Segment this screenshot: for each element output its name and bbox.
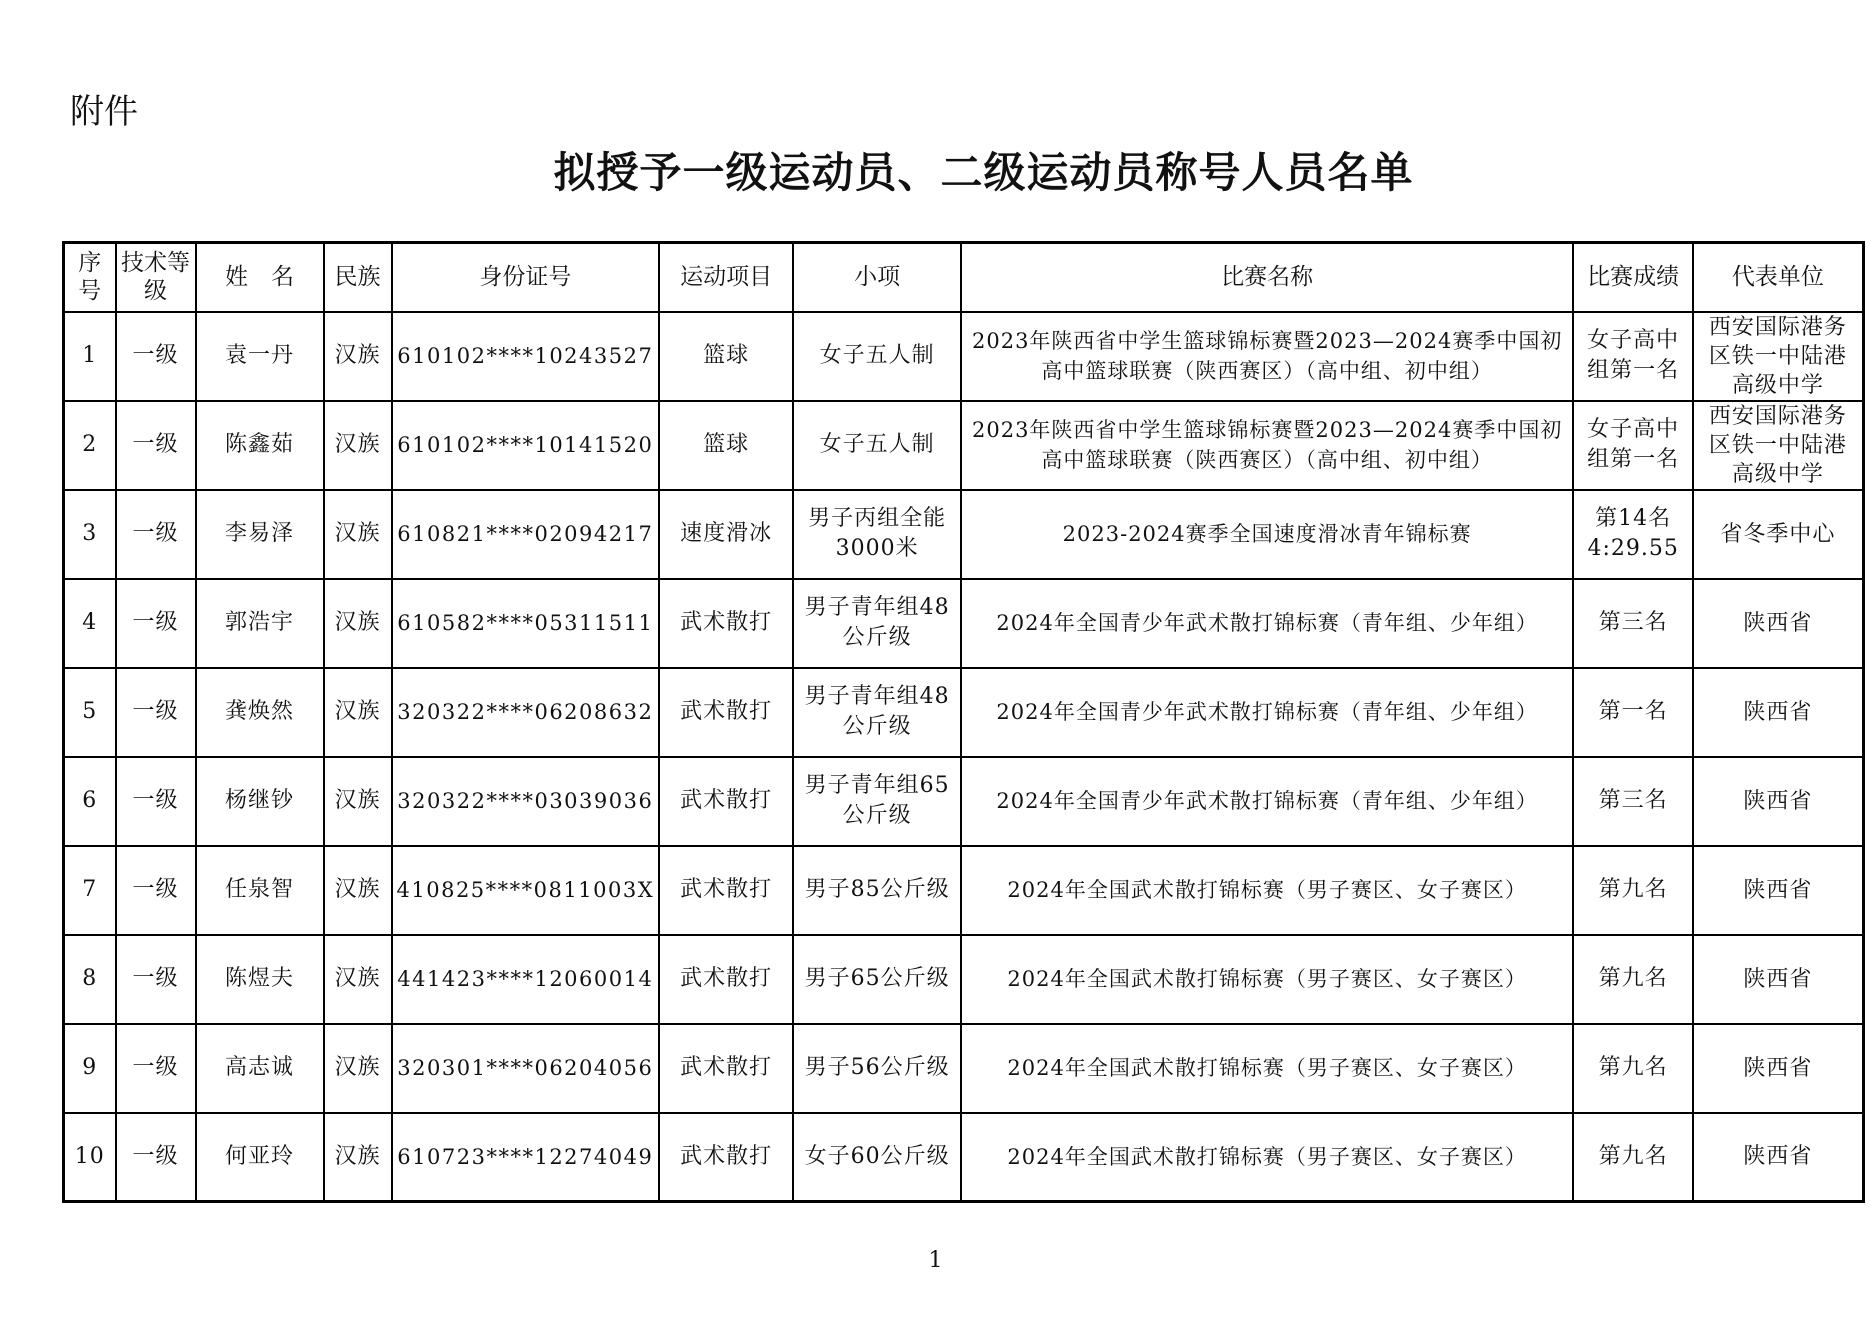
result-cell: 女子高中组第一名 <box>1573 312 1693 401</box>
id-number-cell: 610723****12274049 <box>392 1113 660 1202</box>
name-cell: 陈煜夫 <box>196 935 324 1024</box>
ethnicity-cell: 汉族 <box>324 757 392 846</box>
competition-cell: 2023-2024赛季全国速度滑冰青年锦标赛 <box>961 490 1573 579</box>
ethnicity-cell: 汉族 <box>324 401 392 490</box>
event-cell: 男子青年组65公斤级 <box>793 757 961 846</box>
unit-cell: 陕西省 <box>1693 668 1863 757</box>
ethnicity-cell: 汉族 <box>324 668 392 757</box>
name-cell: 陈鑫茹 <box>196 401 324 490</box>
level-cell: 一级 <box>116 1113 196 1202</box>
sport-cell: 武术散打 <box>659 757 793 846</box>
unit-cell: 陕西省 <box>1693 579 1863 668</box>
name-cell: 任泉智 <box>196 846 324 935</box>
id-number-cell: 610102****10243527 <box>392 312 660 401</box>
id-number-cell: 610102****10141520 <box>392 401 660 490</box>
event-cell: 女子60公斤级 <box>793 1113 961 1202</box>
result-cell: 第三名 <box>1573 579 1693 668</box>
row-number-cell: 7 <box>64 846 116 935</box>
header-cell: 序号 <box>64 243 116 312</box>
table-row <box>64 846 1864 935</box>
table-row <box>64 579 1864 668</box>
level-cell: 一级 <box>116 401 196 490</box>
unit-cell: 陕西省 <box>1693 757 1863 846</box>
competition-cell: 2023年陕西省中学生篮球锦标赛暨2023—2024赛季中国初高中篮球联赛（陕西赛区）（高中组、初中组） <box>961 312 1573 401</box>
competition-cell: 2024年全国武术散打锦标赛（男子赛区、女子赛区） <box>961 1024 1573 1113</box>
name-cell: 高志诚 <box>196 1024 324 1113</box>
ethnicity-cell: 汉族 <box>324 312 392 401</box>
id-number-cell: 410825****0811003X <box>392 846 660 935</box>
result-cell: 第九名 <box>1573 935 1693 1024</box>
event-cell: 男子56公斤级 <box>793 1024 961 1113</box>
table-row <box>64 490 1864 579</box>
row-number-cell: 10 <box>64 1113 116 1202</box>
result-cell: 第一名 <box>1573 668 1693 757</box>
row-number-cell: 9 <box>64 1024 116 1113</box>
header-cell: 身份证号 <box>392 243 660 312</box>
unit-cell: 陕西省 <box>1693 846 1863 935</box>
id-number-cell: 610582****05311511 <box>392 579 660 668</box>
table-row <box>64 1113 1864 1202</box>
row-number-cell: 4 <box>64 579 116 668</box>
row-number-cell: 1 <box>64 312 116 401</box>
competition-cell: 2024年全国武术散打锦标赛（男子赛区、女子赛区） <box>961 1113 1573 1202</box>
row-number-cell: 3 <box>64 490 116 579</box>
header-cell: 比赛成绩 <box>1573 243 1693 312</box>
sport-cell: 武术散打 <box>659 935 793 1024</box>
competition-cell: 2024年全国青少年武术散打锦标赛（青年组、少年组） <box>961 668 1573 757</box>
header-cell: 技术等级 <box>116 243 196 312</box>
header-cell: 比赛名称 <box>961 243 1573 312</box>
table-row <box>64 312 1864 401</box>
level-cell: 一级 <box>116 757 196 846</box>
result-cell: 第三名 <box>1573 757 1693 846</box>
ethnicity-cell: 汉族 <box>324 1113 392 1202</box>
table-header-row <box>64 243 1864 312</box>
result-cell: 第九名 <box>1573 1113 1693 1202</box>
level-cell: 一级 <box>116 668 196 757</box>
result-cell: 第九名 <box>1573 846 1693 935</box>
level-cell: 一级 <box>116 312 196 401</box>
level-cell: 一级 <box>116 490 196 579</box>
unit-cell: 省冬季中心 <box>1693 490 1863 579</box>
id-number-cell: 320322****03039036 <box>392 757 660 846</box>
table-row <box>64 757 1864 846</box>
sport-cell: 篮球 <box>659 312 793 401</box>
row-number-cell: 8 <box>64 935 116 1024</box>
unit-cell: 陕西省 <box>1693 1024 1863 1113</box>
ethnicity-cell: 汉族 <box>324 490 392 579</box>
table-row <box>64 1024 1864 1113</box>
header-cell: 民族 <box>324 243 392 312</box>
event-cell: 男子青年组48公斤级 <box>793 579 961 668</box>
name-cell: 杨继钞 <box>196 757 324 846</box>
id-number-cell: 441423****12060014 <box>392 935 660 1024</box>
document-title: 拟授予一级运动员、二级运动员称号人员名单 <box>553 148 1414 197</box>
athlete-roster-table <box>62 241 1865 1203</box>
name-cell: 李易泽 <box>196 490 324 579</box>
event-cell: 男子85公斤级 <box>793 846 961 935</box>
table-row <box>64 668 1864 757</box>
name-cell: 何亚玲 <box>196 1113 324 1202</box>
event-cell: 男子丙组全能3000米 <box>793 490 961 579</box>
ethnicity-cell: 汉族 <box>324 846 392 935</box>
event-cell: 男子青年组48公斤级 <box>793 668 961 757</box>
id-number-cell: 610821****02094217 <box>392 490 660 579</box>
page-number: 1 <box>928 1248 943 1273</box>
id-number-cell: 320322****06208632 <box>392 668 660 757</box>
level-cell: 一级 <box>116 846 196 935</box>
ethnicity-cell: 汉族 <box>324 935 392 1024</box>
level-cell: 一级 <box>116 1024 196 1113</box>
result-cell: 第14名 4:29.55 <box>1573 490 1693 579</box>
competition-cell: 2024年全国武术散打锦标赛（男子赛区、女子赛区） <box>961 935 1573 1024</box>
sport-cell: 篮球 <box>659 401 793 490</box>
sport-cell: 武术散打 <box>659 846 793 935</box>
row-number-cell: 2 <box>64 401 116 490</box>
event-cell: 女子五人制 <box>793 312 961 401</box>
sport-cell: 武术散打 <box>659 579 793 668</box>
unit-cell: 西安国际港务区铁一中陆港高级中学 <box>1693 312 1863 401</box>
table-row <box>64 401 1864 490</box>
header-cell: 运动项目 <box>659 243 793 312</box>
ethnicity-cell: 汉族 <box>324 579 392 668</box>
sport-cell: 武术散打 <box>659 1024 793 1113</box>
competition-cell: 2024年全国武术散打锦标赛（男子赛区、女子赛区） <box>961 846 1573 935</box>
header-cell: 姓 名 <box>196 243 324 312</box>
header-cell: 小项 <box>793 243 961 312</box>
id-number-cell: 320301****06204056 <box>392 1024 660 1113</box>
result-cell: 女子高中组第一名 <box>1573 401 1693 490</box>
ethnicity-cell: 汉族 <box>324 1024 392 1113</box>
name-cell: 郭浩宇 <box>196 579 324 668</box>
sport-cell: 速度滑冰 <box>659 490 793 579</box>
row-number-cell: 6 <box>64 757 116 846</box>
unit-cell: 陕西省 <box>1693 1113 1863 1202</box>
attachment-label: 附件 <box>70 92 138 132</box>
level-cell: 一级 <box>116 579 196 668</box>
row-number-cell: 5 <box>64 668 116 757</box>
level-cell: 一级 <box>116 935 196 1024</box>
event-cell: 男子65公斤级 <box>793 935 961 1024</box>
competition-cell: 2024年全国青少年武术散打锦标赛（青年组、少年组） <box>961 579 1573 668</box>
name-cell: 龚焕然 <box>196 668 324 757</box>
competition-cell: 2023年陕西省中学生篮球锦标赛暨2023—2024赛季中国初高中篮球联赛（陕西赛区）（高中组、初中组） <box>961 401 1573 490</box>
header-cell: 代表单位 <box>1693 243 1863 312</box>
sport-cell: 武术散打 <box>659 1113 793 1202</box>
competition-cell: 2024年全国青少年武术散打锦标赛（青年组、少年组） <box>961 757 1573 846</box>
result-cell: 第九名 <box>1573 1024 1693 1113</box>
table-row <box>64 935 1864 1024</box>
event-cell: 女子五人制 <box>793 401 961 490</box>
name-cell: 袁一丹 <box>196 312 324 401</box>
sport-cell: 武术散打 <box>659 668 793 757</box>
unit-cell: 西安国际港务区铁一中陆港高级中学 <box>1693 401 1863 490</box>
unit-cell: 陕西省 <box>1693 935 1863 1024</box>
